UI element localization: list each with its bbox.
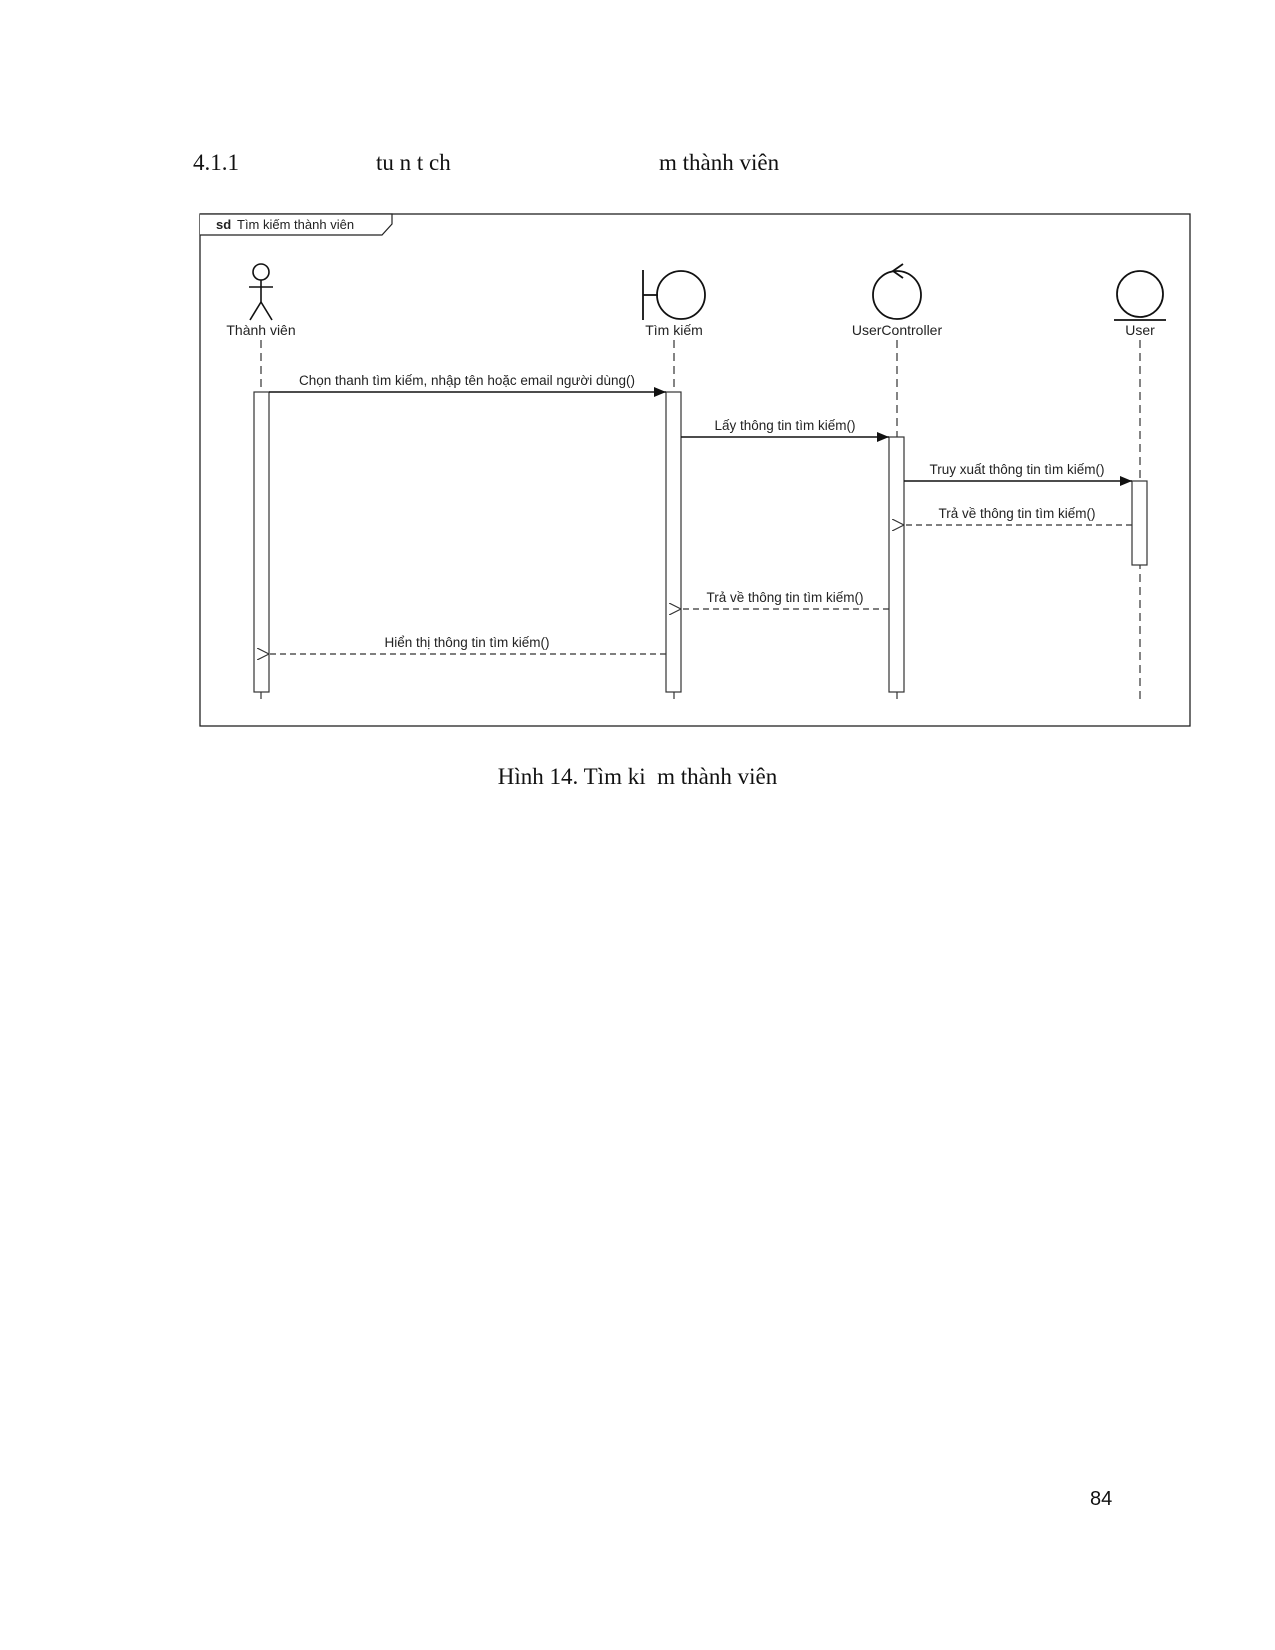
message-label-4: Trả về thông tin tìm kiếm() xyxy=(938,506,1096,521)
lifeline-label-user-controller: UserController xyxy=(851,322,943,338)
message-label-6: Hiển thị thông tin tìm kiếm() xyxy=(384,635,550,650)
sequence-diagram xyxy=(0,0,1275,760)
section-title-fragment-2: m thành viên xyxy=(659,150,780,175)
figure-caption xyxy=(0,764,1275,790)
message-label-3: Truy xuất thông tin tìm kiếm() xyxy=(929,462,1105,477)
message-label-2: Lấy thông tin tìm kiếm() xyxy=(714,418,856,433)
page-number: 84 xyxy=(1090,1488,1113,1510)
control-icon xyxy=(873,264,921,319)
actor-icon xyxy=(249,264,273,320)
section-number: 4.1.1 xyxy=(193,150,239,175)
caption-part-1: Hình 14. Tìm ki xyxy=(497,764,646,789)
section-title-fragment-1: tu n t ch xyxy=(376,150,451,175)
activation-bar-user xyxy=(1132,481,1147,565)
lifeline-label-user: User xyxy=(1125,322,1155,338)
lifeline-label-thanh-vien: Thành viên xyxy=(226,322,296,338)
frame-title: Tìm kiếm thành viên xyxy=(237,217,355,232)
lifeline-label-tim-kiem: Tìm kiếm xyxy=(645,322,703,338)
entity-icon xyxy=(1114,271,1166,320)
activation-bar-tim-kiem xyxy=(666,392,681,692)
activation-bar-thanh-vien xyxy=(254,392,269,692)
frame-keyword: sd xyxy=(216,217,232,232)
message-label-1: Chọn thanh tìm kiếm, nhập tên hoặc email người dùng() xyxy=(298,373,636,388)
caption-part-2: m thành viên xyxy=(645,764,778,789)
activation-bar-user-controller xyxy=(889,437,904,692)
message-label-5: Trả về thông tin tìm kiếm() xyxy=(706,590,864,605)
boundary-icon xyxy=(643,270,705,320)
